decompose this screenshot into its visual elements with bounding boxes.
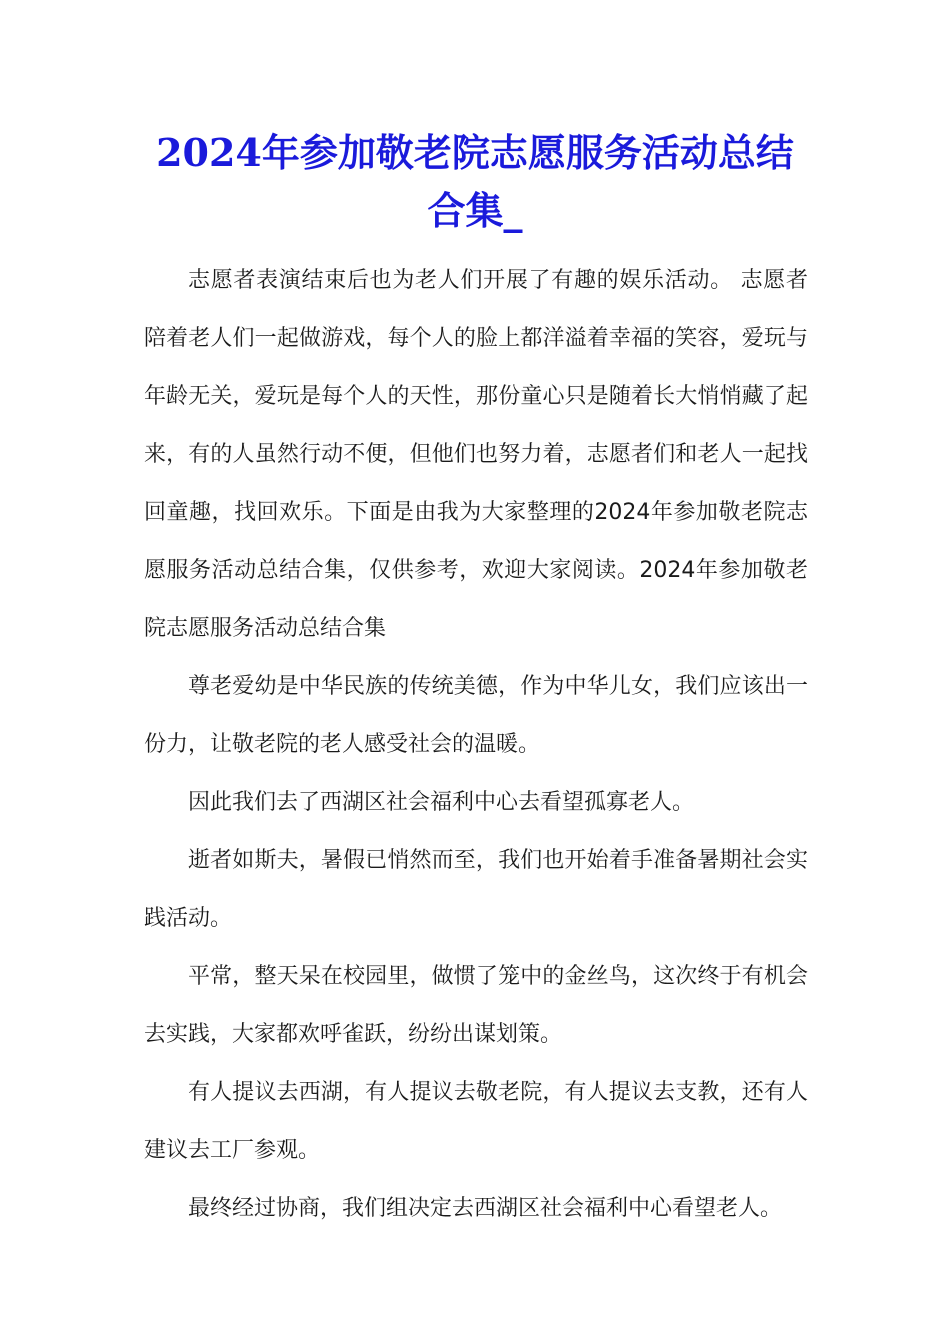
paragraph-1: 志愿者表演结束后也为老人们开展了有趣的娱乐活动。 志愿者陪着老人们一起做游戏，每个人的脸上都洋溢着幸福的笑容，爱玩与年龄无关，爱玩是每个人的天性，那份童心只是随着长大悄悄藏了起来，有的人虽然行动不便，但他们也努力着，志愿者们和老人一起找回童趣，找回欢乐。下面是由我为大家整理的2024年参加敬老院志愿服务活动总结合集，仅供参考，欢迎大家阅读。2024年参加敬老院志愿服务活动总结合集 xyxy=(144,268,808,641)
paragraph-5: 平常，整天呆在校园里，做惯了笼中的金丝鸟，这次终于有机会去实践，大家都欢呼雀跃，纷纷出谋划策。 xyxy=(144,964,808,1047)
paragraph-6: 有人提议去西湖，有人提议去敬老院，有人提议去支教，还有人建议去工厂参观。 xyxy=(144,1080,808,1163)
document-title: 2024年参加敬老院志愿服务活动总结合集_ xyxy=(156,130,794,233)
document-body xyxy=(144,252,808,1238)
paragraph-7: 最终经过协商，我们组决定去西湖区社会福利中心看望老人。 xyxy=(188,1196,783,1221)
paragraph-4: 逝者如斯夫，暑假已悄然而至，我们也开始着手准备暑期社会实践活动。 xyxy=(144,848,808,931)
paragraph-3: 因此我们去了西湖区社会福利中心去看望孤寡老人。 xyxy=(188,790,695,815)
paragraph-2: 尊老爱幼是中华民族的传统美德，作为中华儿女，我们应该出一份力，让敬老院的老人感受社会的温暖。 xyxy=(144,674,808,757)
